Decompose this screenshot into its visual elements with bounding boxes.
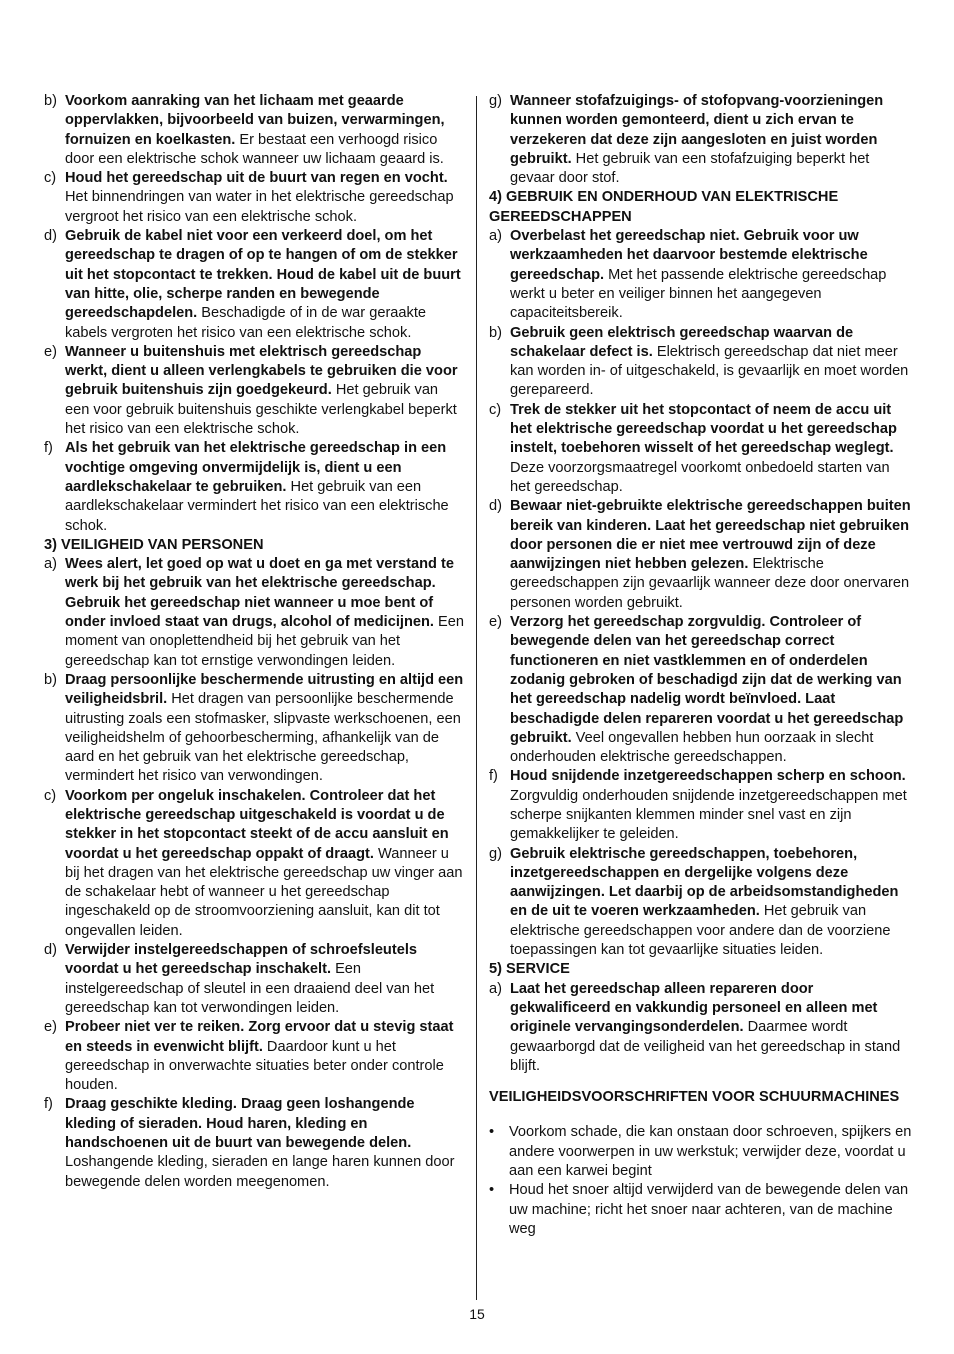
bullet-symbol: • — [489, 1124, 495, 1141]
item-normal-text: Het dragen van persoonlijke beschermende uitrusting zoals een stofmasker, slipvaste werkschoenen, een veiligheidshelm of gehoorbescherming, afhankelijk van de aard en het gebruik van het elektrische gereedschap, vermindert het risico van verwondingen. — [65, 691, 461, 785]
item-bold-text: Laat het gereedschap alleen repareren door gekwalificeerd en vakkundig personeel en alleen met originele vervangingsonderdelen. — [510, 980, 878, 1036]
sander-safety-bullets — [489, 1123, 913, 1239]
item-label: b) — [44, 93, 57, 109]
item-normal-text: Het gebruik van een stofafzuiging beperkt het gevaar door stof. — [510, 150, 870, 187]
item-bold-text: Wanneer stofafzuigings- of stofopvang-voorzieningen kunnen worden gemonteerd, dient u zich ervan te verzekeren dat deze zijn aangesloten en juist worden gebruikt. — [510, 93, 884, 167]
item-label: b) — [489, 324, 502, 341]
list-item — [44, 169, 466, 227]
item-bold-text: Gebruik de kabel niet voor een verkeerd doel, om het gereedschap te dragen of op te hangen of om de stekker uit het stopcontact te trekken. Houd de kabel uit de buurt van hitte, olie, scherpe randen en bewegende gereedschapdelen. — [65, 228, 461, 322]
item-text — [510, 980, 913, 1076]
item-label: a) — [489, 980, 502, 997]
service-list — [489, 980, 913, 1076]
list-item — [44, 1018, 466, 1095]
list-item — [489, 980, 913, 1076]
list-item — [489, 324, 913, 401]
list-item — [44, 941, 466, 1018]
item-text — [65, 169, 466, 227]
item-bold-text: Voorkom aanraking van het lichaam met geaarde oppervlakken, bijvoorbeeld van buizen, verwarmingen, fornuizen en koelkasten. — [65, 93, 445, 148]
item-bold-text: Wanneer u buitenshuis met elektrisch gereedschap werkt, dient u alleen verlengkabels te gebruiken die voor gebruik buitenshuis zijn goedgekeurd. — [65, 343, 458, 399]
page-number: 15 — [469, 1306, 485, 1322]
item-bold-text: Voorkom per ongeluk inschakelen. Controleer dat het elektrische gereedschap uitgeschakeld is voordat u de stekker in het stopcontact steekt of de accu aansluit en voordat u het gereedschap oppakt of draagt. — [65, 787, 449, 862]
item-normal-text: Daardoor kunt u het gereedschap in onverwachte situaties beter onder controle houden. — [65, 1038, 444, 1094]
item-normal-text: Zorgvuldig onderhouden snijdende inzetgereedschappen met scherpe snijkanten klemmen minder snel vast en zijn gemakkelijker te geleiden. — [510, 787, 907, 843]
list-item — [44, 227, 466, 343]
item-text — [65, 1018, 466, 1095]
list-item — [489, 767, 913, 844]
tool-use-list — [489, 227, 913, 960]
list-item — [44, 787, 466, 941]
item-text — [65, 671, 466, 787]
item-label: f) — [44, 1096, 53, 1113]
list-item — [44, 343, 466, 439]
item-text — [510, 845, 913, 961]
item-normal-text: Het binnendringen van water in het elektrische gereedschap vergroot het risico van een elektrische schok. — [65, 189, 454, 225]
item-bold-text: Overbelast het gereedschap niet. Gebruik voor uw werkzaamheden het daarvoor bestemde elektrische gereedschap. — [510, 228, 868, 283]
item-normal-text: Het gebruik van elektrische gereedschappen voor andere dan de voorziene toepassingen kan tot gevaarlijke situaties leiden. — [510, 903, 891, 959]
item-label: g) — [489, 93, 502, 109]
list-item — [489, 613, 913, 767]
list-item — [489, 227, 913, 323]
list-item — [489, 845, 913, 961]
list-item — [489, 497, 913, 613]
item-normal-text: Het gebruik van een aardlekschakelaar vermindert het risico van een elektrische schok. — [65, 478, 449, 534]
item-text — [65, 1095, 466, 1191]
item-label: c) — [44, 787, 57, 804]
right-column — [489, 92, 913, 1239]
item-normal-text: Een moment van onoplettendheid bij het gebruik van het gereedschap kan tot ernstige verwondingen leiden. — [65, 614, 464, 669]
item-normal-text: Loshangende kleding, sieraden en lange haren kunnen door bewegende delen worden meegenomen. — [65, 1154, 455, 1190]
item-label: e) — [489, 614, 502, 631]
item-text — [65, 787, 466, 941]
item-bold-text: Houd het gereedschap uit de buurt van regen en vocht. — [65, 170, 448, 187]
item-normal-text: Daarmee wordt gewaarborgd dat de veiligheid van het gereedschap in stand blijft. — [510, 1019, 901, 1074]
bullet-item — [489, 1123, 913, 1181]
item-bold-text: Draag persoonlijke beschermende uitrusting en altijd een veiligheidsbril. — [65, 671, 464, 708]
item-bold-text: Draag geschikte kleding. Draag geen loshangende kleding of sieraden. Houd haren, kleding en handschoenen uit de buurt van bewegende delen. — [65, 1096, 415, 1152]
item-normal-text: Het gebruik van een voor gebruik buitenshuis geschikte verlengkabel beperkt het risico van een elektrische schok. — [65, 382, 457, 438]
item-label: f) — [44, 440, 53, 457]
item-bold-text: Bewaar niet-gebruikte elektrische gereedschappen buiten bereik van kinderen. Laat het gereedschap niet gebruiken door personen die er niet mee vertrouwd zijn of deze aanwijzingen niet hebben gelezen. — [510, 498, 911, 573]
item-label: d) — [44, 942, 57, 959]
bullet-item — [489, 1181, 913, 1239]
item-normal-text: Beschadigde of in de war geraakte kabels vergroten het risico van een elektrische schok. — [65, 305, 427, 341]
item-normal-text: Deze voorzorgsmaatregel voorkomt onbedoeld starten van het gereedschap. — [510, 459, 890, 495]
item-text — [510, 92, 913, 188]
left-column — [44, 92, 466, 1192]
personal-safety-list — [44, 555, 466, 1192]
bullet-text: Voorkom schade, die kan onstaan door schroeven, spijkers en andere voorwerpen in uw werkstuk; verwijder deze, voordat u aan een karwei begint — [509, 1124, 912, 1180]
item-text — [510, 227, 913, 323]
item-text — [510, 497, 913, 613]
bullet-text: Houd het snoer altijd verwijderd van de bewegende delen van uw machine; richt het snoer naar achteren, van de machine weg — [509, 1182, 909, 1237]
item-normal-text: Elektrische gereedschappen zijn gevaarlijk wanneer deze door onervaren personen worden gebruikt. — [510, 556, 910, 611]
item-label: e) — [44, 1019, 57, 1036]
item-text — [510, 613, 913, 767]
item-label: a) — [44, 556, 57, 573]
item-label: g) — [489, 845, 502, 862]
item-label: a) — [489, 228, 502, 245]
item-label: d) — [44, 228, 57, 245]
item-bold-text: Verzorg het gereedschap zorgvuldig. Controleer of bewegende delen van het gereedschap correct functioneren en niet vastklemmen en of onderdelen zodanig gebroken of beschadigd zijn dat de werking van het gereedschap nadelig wordt beïnvloed. Laat beschadigde delen repareren voordat u het gereedschap gebruikt. — [510, 614, 904, 746]
list-item — [44, 439, 466, 535]
item-label: c) — [44, 170, 57, 187]
item-bold-text: Houd snijdende inzetgereedschappen scherp en schoon. — [510, 768, 906, 785]
item-normal-text: Veel ongevallen hebben hun oorzaak in slecht onderhouden elektrische gereedschappen. — [510, 729, 874, 766]
list-item — [489, 401, 913, 497]
list-item — [44, 555, 466, 671]
item-bold-text: Probeer niet ver te reiken. Zorg ervoor dat u stevig staat en steeds in evenwicht blijft. — [65, 1019, 454, 1055]
item-bold-text: Gebruik elektrische gereedschappen, toebehoren, inzetgereedschappen en dergelijke volgens deze aanwijzingen. Let daarbij op de arbeidsomstandigheden en de uit te voeren werkzaamheden. — [510, 845, 899, 920]
item-bold-text: Trek de stekker uit het stopcontact of neem de accu uit het elektrische gereedschap voordat u het gereedschap instelt, toebehoren wisselt of het gereedschap weglegt. — [510, 401, 897, 457]
item-bold-text: Gebruik geen elektrisch gereedschap waarvan de schakelaar defect is. — [510, 324, 854, 360]
item-label: e) — [44, 343, 57, 360]
item-text — [65, 343, 466, 439]
item-normal-text: Er bestaat een verhoogd risico door een elektrische schok wanneer uw lichaam geaard is. — [65, 131, 444, 167]
column-divider — [476, 96, 477, 1300]
item-bold-text: Verwijder instelgereedschappen of schroefsleutels voordat u het gereedschap inschakelt. — [65, 942, 417, 978]
bullet-symbol: • — [489, 1182, 495, 1199]
personal-safety-item-g — [489, 92, 913, 188]
item-normal-text: Wanneer u bij het dragen van het elektrische gereedschap uw vinger aan de schakelaar hebt of wanneer u het gereedschap ingeschakeld op de stroomvoorziening aansluit, kan dit tot ongevallen leiden. — [65, 845, 463, 939]
item-text — [65, 92, 466, 169]
item-text — [510, 767, 913, 844]
item-text — [510, 324, 913, 401]
item-label: f) — [489, 768, 498, 785]
item-text — [65, 941, 466, 1018]
list-item — [44, 1095, 466, 1191]
item-text — [65, 439, 466, 535]
item-bold-text: Als het gebruik van het elektrische gereedschap in een vochtige omgeving onvermijdelijk is, dient u een aardlekschakelaar te gebruiken. — [65, 440, 447, 495]
service-heading: 5) SERVICE — [489, 961, 570, 978]
list-item — [489, 92, 913, 188]
item-label: c) — [489, 401, 502, 418]
item-text — [510, 401, 913, 497]
sander-safety-heading: VEILIGHEIDSVOORSCHRIFTEN VOOR SCHUURMACHINES — [489, 1089, 900, 1106]
item-normal-text: Een instelgereedschap of sleutel in een draaiend deel van het gereedschap kan tot verwondingen leiden. — [65, 961, 435, 1016]
item-text — [65, 227, 466, 343]
item-bold-text: Wees alert, let goed op wat u doet en ga met verstand te werk bij het gebruik van het elektrische gereedschap. Gebruik het gereedschap niet wanneer u moe bent of onder invloed staat van drugs, alcohol of medicijnen. — [65, 556, 454, 631]
item-text — [65, 555, 466, 671]
list-item — [44, 92, 466, 169]
list-item — [44, 671, 466, 787]
electrical-safety-list — [44, 92, 466, 536]
item-normal-text: Met het passende elektrische gereedschap werkt u beter en veiliger binnen het aangegeven capaciteitsbereik. — [510, 266, 887, 322]
item-label: d) — [489, 498, 502, 515]
tool-use-heading: 4) GEBRUIK EN ONDERHOUD VAN ELEKTRISCHE GEREEDSCHAPPEN — [489, 189, 839, 225]
personal-safety-heading: 3) VEILIGHEID VAN PERSONEN — [44, 536, 264, 553]
item-normal-text: Elektrisch gereedschap dat niet meer kan worden in- of uitgeschakeld, is gevaarlijk en moet worden gerepareerd. — [510, 343, 909, 399]
item-label: b) — [44, 671, 57, 688]
